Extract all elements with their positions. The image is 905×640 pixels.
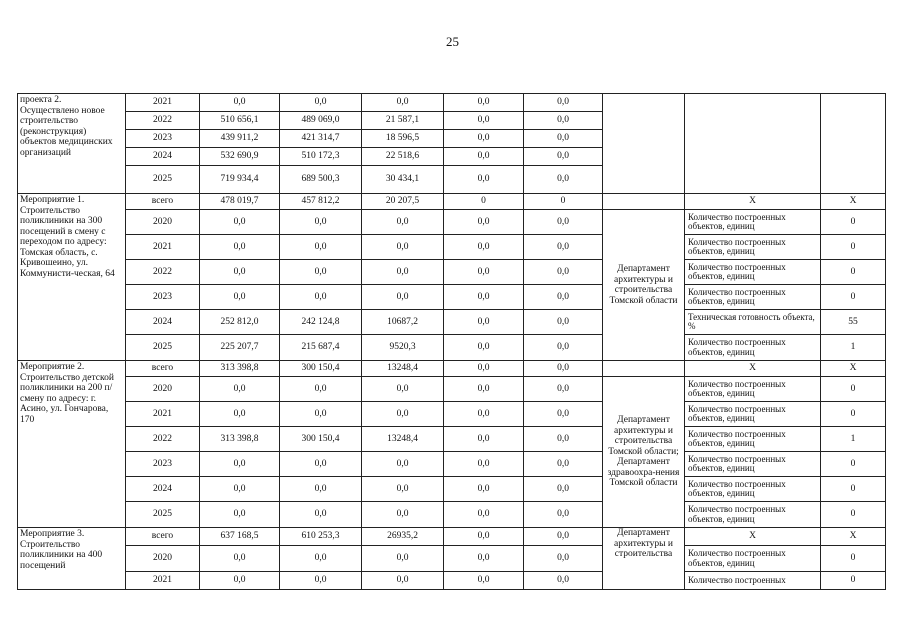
amount-cell: 30 434,1	[362, 166, 444, 194]
table-row	[18, 502, 886, 528]
department-cell: Департамент архитектуры и строительства	[603, 528, 685, 590]
amount-cell: 0,0	[444, 235, 524, 260]
indicator-cell: Количество построенных объектов, единиц	[685, 427, 821, 452]
indicator-cell: Количество построенных объектов, единиц	[685, 285, 821, 310]
indicator-x: X	[685, 528, 821, 546]
amount-cell: 0,0	[200, 546, 280, 572]
indicator-cell: Количество построенных объектов, единиц	[685, 502, 821, 528]
amount-cell: 0,0	[444, 94, 524, 112]
amount-cell: 0,0	[362, 285, 444, 310]
amount-cell: 0,0	[362, 235, 444, 260]
year-cell: 2023	[126, 130, 200, 148]
year-cell: 2020	[126, 377, 200, 402]
indicator-cell: Количество построенных объектов, единиц	[685, 235, 821, 260]
amount-cell: 0,0	[200, 285, 280, 310]
indicator-x: X	[685, 194, 821, 210]
amount-cell: 252 812,0	[200, 310, 280, 335]
amount-cell: 21 587,1	[362, 112, 444, 130]
amount-cell: 0,0	[524, 310, 603, 335]
amount-cell: 0,0	[362, 94, 444, 112]
amount-cell: 215 687,4	[280, 335, 362, 361]
amount-cell: 0,0	[280, 94, 362, 112]
table-row	[18, 285, 886, 310]
amount-cell: 0,0	[280, 546, 362, 572]
amount-cell: 9520,3	[362, 335, 444, 361]
table-row	[18, 528, 886, 546]
indicator-value: 0	[821, 377, 886, 402]
table-row	[18, 235, 886, 260]
amount-cell: 0,0	[280, 477, 362, 502]
amount-cell: 0,0	[444, 361, 524, 377]
table-row	[18, 427, 886, 452]
year-cell: 2022	[126, 260, 200, 285]
amount-cell: 13248,4	[362, 427, 444, 452]
year-cell: 2024	[126, 477, 200, 502]
amount-cell: 0,0	[524, 528, 603, 546]
amount-cell: 0,0	[524, 335, 603, 361]
page-number: 25	[446, 34, 459, 49]
year-cell: 2021	[126, 402, 200, 427]
amount-cell: 0,0	[524, 502, 603, 528]
amount-cell: 478 019,7	[200, 194, 280, 210]
indicator-value: 0	[821, 477, 886, 502]
amount-cell: 0,0	[524, 94, 603, 112]
amount-cell: 0,0	[444, 528, 524, 546]
amount-cell: 0,0	[362, 502, 444, 528]
indicator-value: 0	[821, 402, 886, 427]
year-cell: 2024	[126, 310, 200, 335]
indicator-value: X	[821, 361, 886, 377]
table-row	[18, 310, 886, 335]
amount-cell: 22 518,6	[362, 148, 444, 166]
amount-cell: 0,0	[444, 502, 524, 528]
table-row	[18, 194, 886, 210]
amount-cell: 0,0	[444, 260, 524, 285]
amount-cell: 0,0	[444, 452, 524, 477]
amount-cell: 0,0	[280, 235, 362, 260]
table-row	[18, 402, 886, 427]
amount-cell: 457 812,2	[280, 194, 362, 210]
indicator-value: 0	[821, 235, 886, 260]
amount-cell: 0,0	[200, 452, 280, 477]
amount-cell: 0,0	[280, 452, 362, 477]
table-row	[18, 452, 886, 477]
year-cell: 2021	[126, 235, 200, 260]
amount-cell: 0,0	[524, 130, 603, 148]
indicator-value: 0	[821, 285, 886, 310]
amount-cell: 0,0	[524, 572, 603, 590]
amount-cell: 0,0	[280, 260, 362, 285]
amount-cell: 0,0	[444, 285, 524, 310]
amount-cell: 0,0	[362, 377, 444, 402]
table-row	[18, 94, 886, 112]
year-cell: 2021	[126, 572, 200, 590]
amount-cell: 689 500,3	[280, 166, 362, 194]
indicator-value: 0	[821, 502, 886, 528]
amount-cell: 0,0	[280, 572, 362, 590]
year-cell: всего	[126, 528, 200, 546]
table-row	[18, 477, 886, 502]
amount-cell: 0,0	[200, 377, 280, 402]
amount-cell: 0,0	[444, 427, 524, 452]
amount-cell: 0,0	[524, 210, 603, 235]
indicator-value: 0	[821, 546, 886, 572]
indicator-x: X	[685, 361, 821, 377]
indicator-value: 0	[821, 452, 886, 477]
table-row	[18, 572, 886, 590]
year-cell: 2022	[126, 112, 200, 130]
indicator-cell: Количество построенных объектов, единиц	[685, 402, 821, 427]
table-row	[18, 377, 886, 402]
amount-cell: 0,0	[444, 402, 524, 427]
amount-cell: 0,0	[280, 285, 362, 310]
amount-cell: 0,0	[444, 377, 524, 402]
measure-2-description: Мероприятие 2. Строительство детской поликлиники на 200 п/смену по адресу: г. Асино, ул. Гончарова, 170	[18, 361, 126, 528]
amount-cell: 0,0	[524, 377, 603, 402]
amount-cell: 0,0	[200, 210, 280, 235]
amount-cell: 0,0	[444, 477, 524, 502]
table-body	[18, 94, 886, 590]
amount-cell: 0,0	[444, 210, 524, 235]
amount-cell: 0,0	[200, 502, 280, 528]
amount-cell: 0,0	[200, 235, 280, 260]
amount-cell: 0,0	[362, 452, 444, 477]
amount-cell: 300 150,4	[280, 427, 362, 452]
year-cell: 2020	[126, 210, 200, 235]
amount-cell: 0,0	[524, 235, 603, 260]
year-cell: 2025	[126, 166, 200, 194]
amount-cell: 26935,2	[362, 528, 444, 546]
year-cell: 2023	[126, 452, 200, 477]
amount-cell: 532 690,9	[200, 148, 280, 166]
amount-cell: 0,0	[524, 166, 603, 194]
amount-cell: 719 934,4	[200, 166, 280, 194]
table-row	[18, 546, 886, 572]
indicator-cell: Количество построенных объектов, единиц	[685, 260, 821, 285]
amount-cell: 18 596,5	[362, 130, 444, 148]
indicator-cell: Количество построенных объектов, единиц	[685, 377, 821, 402]
amount-cell: 0	[524, 194, 603, 210]
department-cell-empty	[603, 361, 685, 377]
amount-cell: 10687,2	[362, 310, 444, 335]
year-cell: 2020	[126, 546, 200, 572]
table-row	[18, 260, 886, 285]
year-cell: 2023	[126, 285, 200, 310]
amount-cell: 0,0	[200, 94, 280, 112]
indicator-value: X	[821, 528, 886, 546]
table-row	[18, 361, 886, 377]
amount-cell: 0,0	[444, 335, 524, 361]
amount-cell: 0,0	[524, 361, 603, 377]
amount-cell: 0,0	[200, 572, 280, 590]
amount-cell: 0,0	[200, 402, 280, 427]
amount-cell: 489 069,0	[280, 112, 362, 130]
result-description: проекта 2. Осуществлено новое строительство (реконструкция) объектов медицинских организаций	[18, 94, 126, 194]
indicator-value: X	[821, 194, 886, 210]
amount-cell: 0,0	[200, 477, 280, 502]
amount-cell: 0,0	[524, 260, 603, 285]
amount-cell: 439 911,2	[200, 130, 280, 148]
year-cell: 2022	[126, 427, 200, 452]
amount-cell: 0,0	[524, 452, 603, 477]
amount-cell: 0,0	[200, 260, 280, 285]
amount-cell: 0,0	[444, 310, 524, 335]
year-cell: 2024	[126, 148, 200, 166]
table-row	[18, 335, 886, 361]
department-cell-empty	[603, 194, 685, 210]
indicator-value: 1	[821, 335, 886, 361]
indicator-value	[821, 94, 886, 194]
indicator-value: 0	[821, 210, 886, 235]
indicator-value: 0	[821, 572, 886, 590]
amount-cell: 0,0	[362, 546, 444, 572]
indicator-cell	[685, 94, 821, 194]
year-cell: 2021	[126, 94, 200, 112]
amount-cell: 0,0	[444, 112, 524, 130]
amount-cell: 13248,4	[362, 361, 444, 377]
amount-cell: 0,0	[362, 210, 444, 235]
amount-cell: 0,0	[524, 546, 603, 572]
amount-cell: 610 253,3	[280, 528, 362, 546]
department-cell: Департамент архитектуры и строительства Томской области; Департамент здравоохра-нения Томской области	[603, 377, 685, 528]
amount-cell: 510 656,1	[200, 112, 280, 130]
measure-1-description: Мероприятие 1. Строительство поликлиники на 300 посещений в смену с переходом по адресу: Томская область, с. Кривошеино, ул. Коммунисти-ческая, 64	[18, 194, 126, 361]
amount-cell: 0,0	[524, 402, 603, 427]
amount-cell: 0,0	[524, 285, 603, 310]
amount-cell: 0,0	[280, 402, 362, 427]
amount-cell: 0,0	[362, 402, 444, 427]
amount-cell: 0,0	[444, 148, 524, 166]
year-cell: 2025	[126, 335, 200, 361]
amount-cell: 0,0	[362, 260, 444, 285]
indicator-cell: Количество построенных объектов, единиц	[685, 546, 821, 572]
year-cell: всего	[126, 194, 200, 210]
indicator-cell: Количество построенных	[685, 572, 821, 590]
amount-cell: 0,0	[524, 148, 603, 166]
indicator-value: 55	[821, 310, 886, 335]
amount-cell: 0,0	[444, 166, 524, 194]
amount-cell: 510 172,3	[280, 148, 362, 166]
indicator-cell: Техническая готовность объекта, %	[685, 310, 821, 335]
indicator-cell: Количество построенных объектов, единиц	[685, 452, 821, 477]
amount-cell: 0,0	[362, 477, 444, 502]
department-cell	[603, 94, 685, 194]
amount-cell: 0,0	[524, 427, 603, 452]
amount-cell: 313 398,8	[200, 361, 280, 377]
indicator-cell: Количество построенных объектов, единиц	[685, 210, 821, 235]
amount-cell: 0,0	[362, 572, 444, 590]
amount-cell: 313 398,8	[200, 427, 280, 452]
amount-cell: 225 207,7	[200, 335, 280, 361]
amount-cell: 0	[444, 194, 524, 210]
amount-cell: 0,0	[444, 572, 524, 590]
year-cell: всего	[126, 361, 200, 377]
indicator-cell: Количество построенных объектов, единиц	[685, 477, 821, 502]
amount-cell: 0,0	[524, 477, 603, 502]
amount-cell: 0,0	[444, 130, 524, 148]
amount-cell: 300 150,4	[280, 361, 362, 377]
amount-cell: 637 168,5	[200, 528, 280, 546]
measure-3-description: Мероприятие 3. Строительство поликлиники на 400 посещений	[18, 528, 126, 590]
amount-cell: 0,0	[444, 546, 524, 572]
indicator-cell: Количество построенных объектов, единиц	[685, 335, 821, 361]
amount-cell: 0,0	[280, 210, 362, 235]
program-table	[17, 93, 886, 590]
year-cell: 2025	[126, 502, 200, 528]
amount-cell: 20 207,5	[362, 194, 444, 210]
indicator-value: 0	[821, 260, 886, 285]
amount-cell: 421 314,7	[280, 130, 362, 148]
amount-cell: 0,0	[280, 377, 362, 402]
amount-cell: 0,0	[524, 112, 603, 130]
amount-cell: 0,0	[280, 502, 362, 528]
department-cell: Департамент архитектуры и строительства Томской области	[603, 210, 685, 361]
table-row	[18, 210, 886, 235]
amount-cell: 242 124,8	[280, 310, 362, 335]
indicator-value: 1	[821, 427, 886, 452]
